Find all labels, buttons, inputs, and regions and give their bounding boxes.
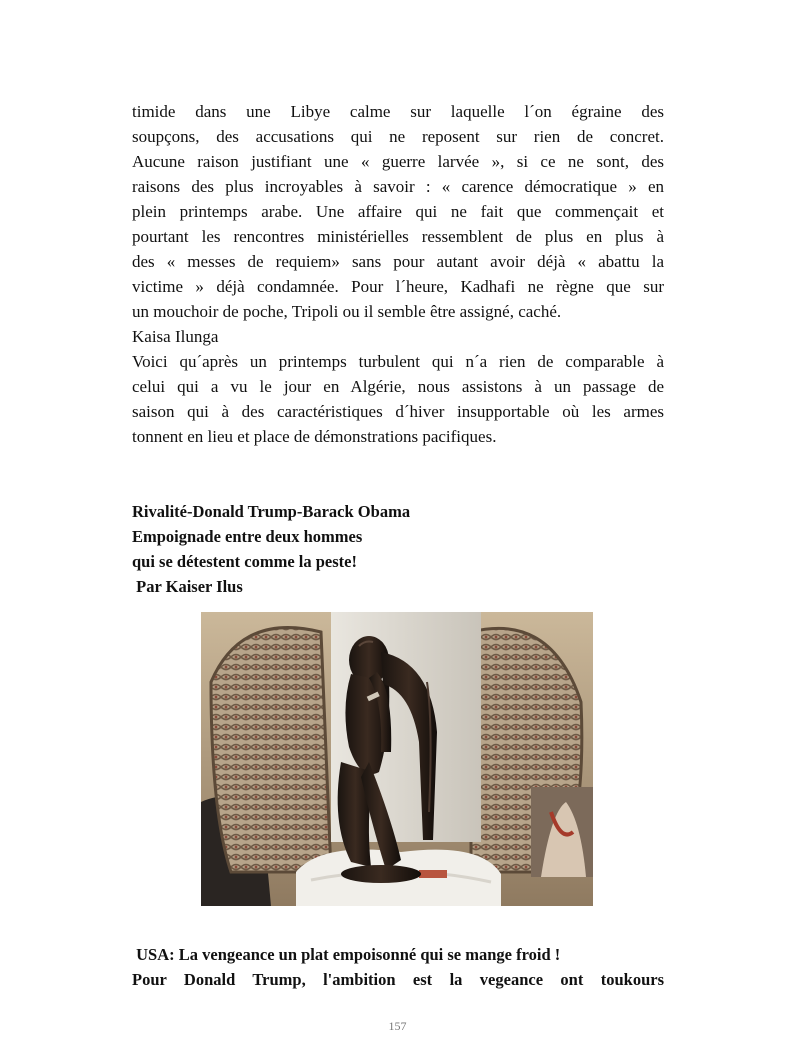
author-name: Kaisa Ilunga [132,327,219,346]
heading-line: qui se détestent comme la peste! [132,552,357,571]
body-line: tonnent en lieu et place de démonstrations pacifiques. [132,427,497,446]
body-line: Voici qu´après un printemps turbulent qui n´a rien de comparable à [132,352,664,371]
body-line: victime » déjà condamnée. Pour l´heure, Kadhafi ne règne que sur [132,277,664,296]
page-number: 157 [388,1019,407,1033]
heading-line: Pour Donald Trump, l'ambition est la vegeance ont toukours [132,970,664,989]
body-line: des « messes de requiem» sans pour autant avoir déjà « abattu la [132,252,664,271]
sculpture-photo [201,612,593,906]
byline: Par Kaiser Ilus [132,577,243,596]
body-line: timide dans une Libye calme sur laquelle l´on égraine des [132,102,664,121]
body-line: Aucune raison justifiant une « guerre larvée », si ce ne sont, des [132,152,664,171]
body-line: plein printemps arabe. Une affaire qui ne fait que commençait et [132,202,664,221]
body-line: raisons des plus incroyables à savoir : « carence démocratique » en [132,177,664,196]
heading-line: USA: La vengeance un plat empoisonné qui se mange froid ! [132,945,561,964]
article-body [132,99,664,449]
heading-line: Empoignade entre deux hommes [132,527,363,546]
body-line: un mouchoir de poche, Tripoli ou il semble être assigné, caché. [132,302,562,321]
body-line: soupçons, des accusations qui ne reposent sur rien de concret. [132,127,664,146]
heading-line: Rivalité-Donald Trump-Barack Obama [132,502,411,521]
body-line: saison qui à des caractéristiques d´hiver insupportable où les armes [132,402,664,421]
section-heading [132,942,664,992]
body-line: pourtant les rencontres ministérielles ressemblent de plus en plus à [132,227,664,246]
body-line: celui qui a vu le jour en Algérie, nous assistons à un passage de [132,377,664,396]
article-heading [132,499,664,599]
